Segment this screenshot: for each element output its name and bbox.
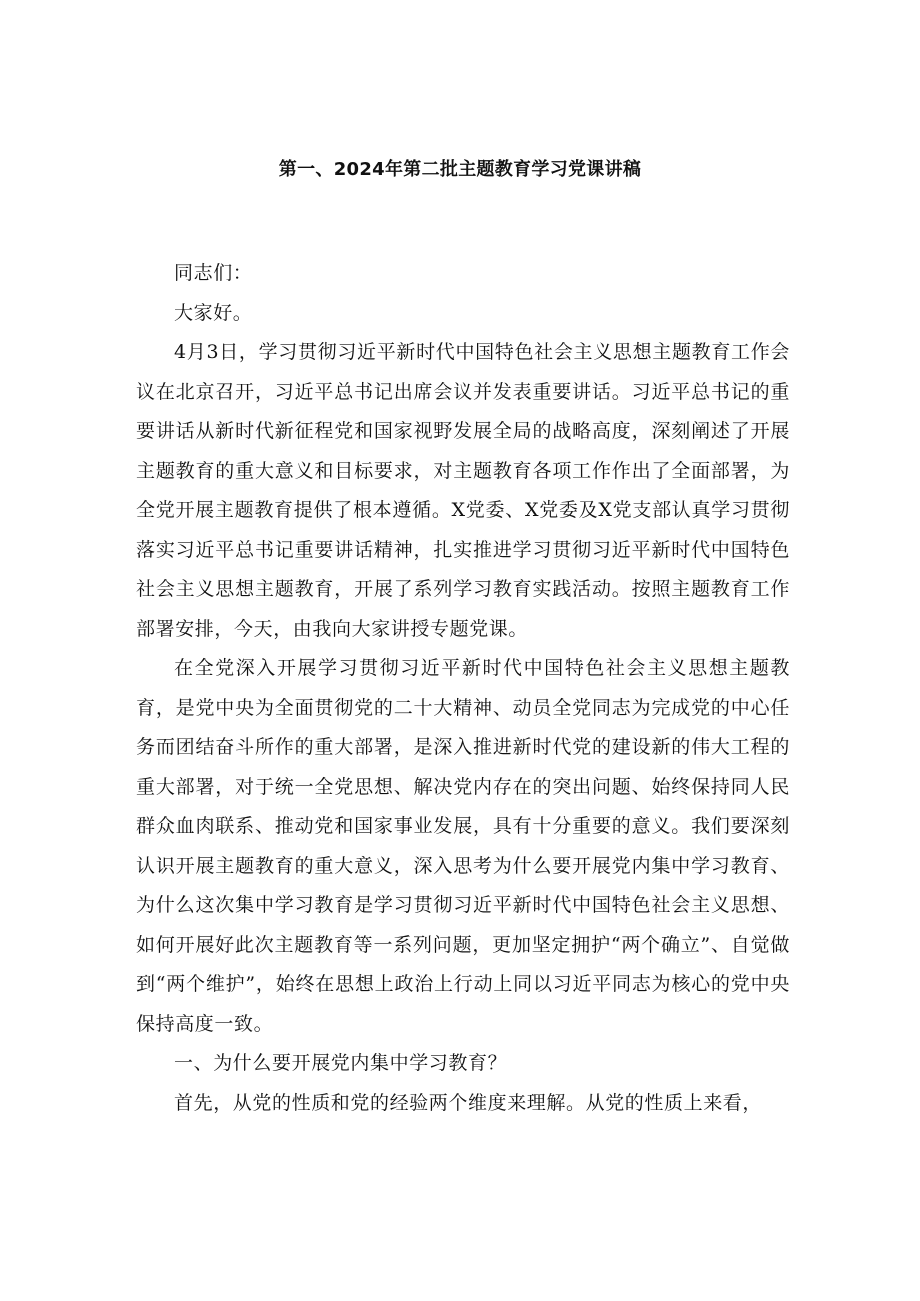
paragraph-2: 在全党深入开展学习贯彻习近平新时代中国特色社会主义思想主题教育，是党中央为全面贯彻党的二十大精神、动员全党同志为完成党的中心任务而团结奋斗所作的重大部署，是深入推进新时代党的建设新的伟大工程的重大部署，对于统一全党思想、解决党内存在的突出问题、始终保持同人民群众血肉联系、推动党和国家事业发展，具有十分重要的意义。我们要深刻认识开展主题教育的重大意义，深入思考为什么要开展党内集中学习教育、为什么这次集中学习教育是学习贯彻习近平新时代中国特色社会主义思想、如何开展好此次主题教育等一系列问题，更加坚定拥护“两个确立”、自觉做到“两个维护”，始终在思想上政治上行动上同以习近平同志为核心的党中央保持高度一致。 <box>136 657 790 1035</box>
paragraph-3: 首先，从党的性质和党的经验两个维度来理解。从党的性质上来看， <box>174 1091 763 1114</box>
section-1-heading: 一、为什么要开展党内集中学习教育？ <box>174 1052 508 1074</box>
salutation: 同志们： <box>174 262 253 284</box>
document-title: 第一、2024年第二批主题教育学习党课讲稿 <box>278 159 642 180</box>
paragraph-1: 4月3日，学习贯彻习近平新时代中国特色社会主义思想主题教育工作会议在北京召开，习近平总书记出席会议并发表重要讲话。习近平总书记的重要讲话从新时代新征程党和国家视野发展全局的战略高度，深刻阐述了开展主题教育的重大意义和目标要求，对主题教育各项工作作出了全面部署，为全党开展主题教育提供了根本遵循。X党委、X党委及X党支部认真学习贯彻落实习近平总书记重要讲话精神，扎实推进学习贯彻习近平新时代中国特色社会主义思想主题教育，开展了系列学习教育实践活动。按照主题教育工作部署安排，今天，由我向大家讲授专题党课。 <box>136 341 790 640</box>
document-body <box>136 254 790 1123</box>
greeting: 大家好。 <box>174 301 253 324</box>
